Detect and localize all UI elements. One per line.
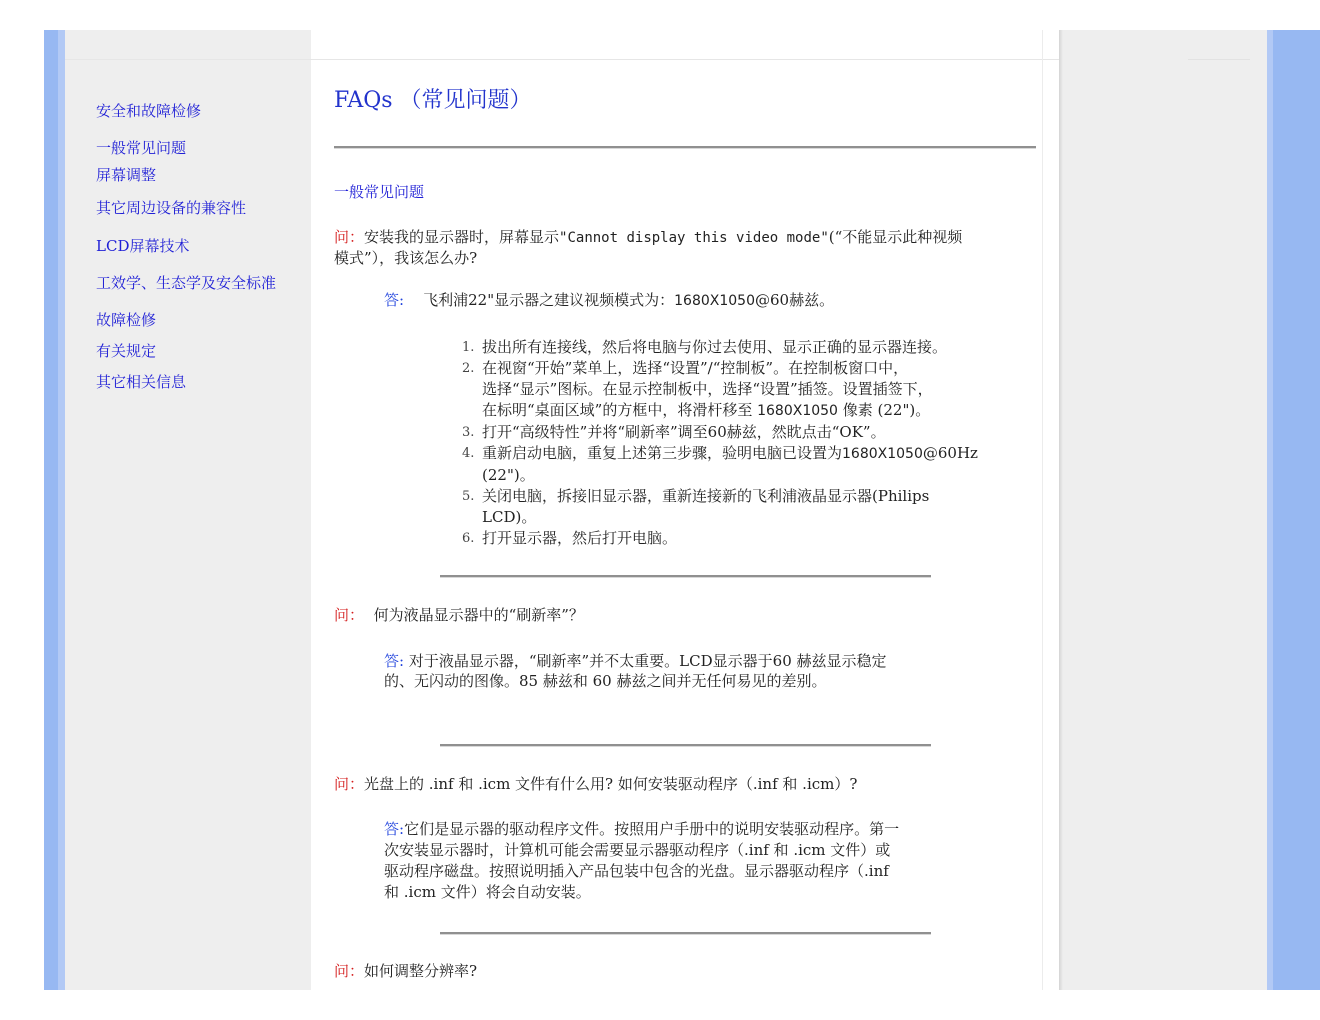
answer-text: 它们是显示器的驱动程序文件。按照用户手册中的说明安装驱动程序。第一	[404, 820, 900, 838]
list-item: 1. 拔出所有连接线，然后将电脑与你过去使用、显示正确的显示器连接。	[462, 338, 948, 356]
answer-text: @60赫兹。	[755, 291, 835, 309]
left-border-bar	[44, 30, 65, 990]
right-border-bar	[1267, 30, 1320, 990]
answer-text: 飞利浦22"显示器之建议视频模式为：	[423, 291, 675, 309]
section-divider	[440, 744, 931, 747]
top-divider-right	[1188, 59, 1250, 60]
nav-link-general-faq[interactable]: 一般常见问题	[96, 139, 187, 157]
question-text: (“不能显示此种视频	[828, 228, 963, 246]
question-label: 问：	[334, 962, 365, 980]
question-2	[334, 605, 584, 625]
question-text: 光盘上的 .inf 和 .icm 文件有什么用? 如何安装驱动程序（.inf 和 .icm）?	[364, 775, 858, 793]
list-item: 6. 打开显示器，然后打开电脑。	[462, 529, 678, 547]
nav-link-troubleshoot[interactable]: 故障检修	[96, 311, 157, 329]
page-title: FAQs （常见问题）	[334, 88, 532, 113]
question-code: "Cannot display this video mode"	[559, 230, 829, 246]
answer-label: 答:	[384, 652, 405, 670]
list-item: 3. 打开“高级特性”并将“刷新率”调至60赫兹，然眈点击“OK”。	[462, 423, 886, 441]
answer-value: 1680X1050	[674, 293, 755, 309]
list-item: 5. 关闭电脑，拆接旧显示器，重新连接新的飞利浦液晶显示器(Philips LCD)。	[462, 487, 930, 526]
answer-2	[384, 651, 1004, 691]
title-divider	[334, 146, 1036, 149]
answer-label: 答:	[384, 291, 405, 309]
question-label: 问：	[334, 775, 365, 793]
question-1	[334, 227, 1034, 268]
nav-link-regulatory[interactable]: 有关规定	[96, 342, 157, 360]
question-text: 何为液晶显示器中的“刷新率”？	[373, 606, 584, 624]
answer-text: 和 .icm 文件）将会自动安装。	[384, 883, 591, 901]
question-3	[334, 774, 857, 794]
answer-text: 次安装显示器时，计算机可能会需要显示器驱动程序（.inf 和 .icm 文件）或	[384, 841, 891, 859]
question-text: 模式”），我该怎么办?	[334, 249, 478, 267]
section-title: 一般常见问题	[334, 183, 425, 201]
nav-link-lcd-tech[interactable]: LCD屏幕技术	[96, 237, 190, 255]
question-text: 如何调整分辨率?	[364, 962, 478, 980]
question-label: 问：	[334, 606, 365, 624]
nav-link-compatibility[interactable]: 其它周边设备的兼容性	[96, 199, 247, 217]
question-text: 安装我的显示器时，屏幕显示	[364, 228, 560, 246]
content-edge	[1042, 30, 1043, 990]
answer-text: 的、无闪动的图像。85 赫兹和 60 赫兹之间并无任何易见的差别。	[384, 672, 827, 690]
nav-link-standards[interactable]: 工效学、生态学及安全标准	[96, 274, 277, 292]
answer-3	[384, 819, 1024, 903]
section-divider	[440, 932, 931, 935]
answer-text: 对于液晶显示器，“刷新率”并不太重要。LCD显示器于60 赫兹显示稳定	[408, 652, 887, 670]
question-label: 问：	[334, 228, 365, 246]
list-item: 2. 在视窗“开始”菜单上，选择“设置”/“控制板”。在控制板窗口中， 选择“显示”图标。在显示控制板中，选择“设置”插签。设置插签下， 在标明“桌面区域”的方框中，将滑杆移至 1680X1050 像素 (22")。	[462, 359, 933, 419]
top-divider	[65, 59, 1059, 60]
section-divider	[440, 575, 931, 578]
answer-text: 驱动程序磁盘。按照说明插入产品包装中包含的光盘。显示器驱动程序（.inf	[384, 862, 889, 880]
list-item: 4. 重新启动电脑，重复上述第三步骤，验明电脑已设置为1680X1050@60Hz (22")。	[462, 444, 978, 484]
answer-1	[384, 290, 1024, 311]
nav-link-screen-adjust[interactable]: 屏幕调整	[96, 166, 157, 184]
steps-list	[462, 337, 1022, 549]
question-4	[334, 961, 477, 981]
nav-link-safety[interactable]: 安全和故障检修	[96, 102, 202, 120]
right-panel	[1059, 30, 1267, 990]
nav-link-other-info[interactable]: 其它相关信息	[96, 373, 187, 391]
answer-label: 答:	[384, 820, 405, 838]
